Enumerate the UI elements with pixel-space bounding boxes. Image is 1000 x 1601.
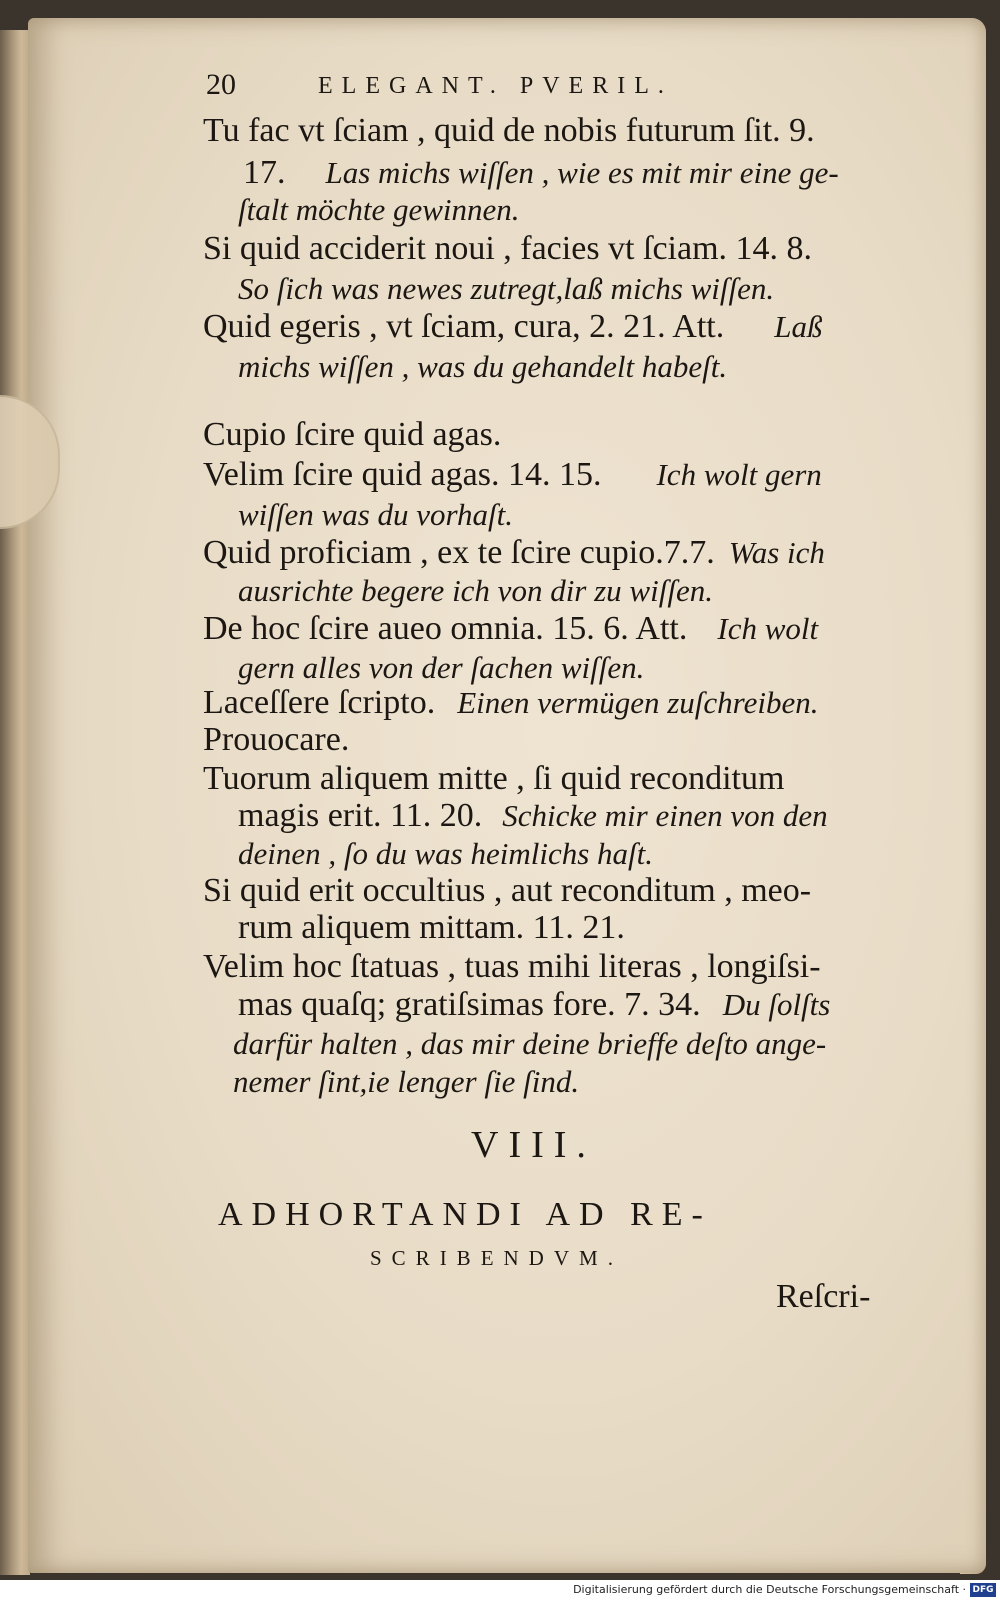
text-line: michs wiſſen , was du gehandelt habeſt. (238, 349, 728, 384)
footer-credit: Digitalisierung gefördert durch die Deutsche Forschungsgemeinschaft · (573, 1583, 966, 1596)
page-number: 20 (206, 68, 236, 101)
text-line: Cupio ſcire quid agas. (203, 416, 502, 453)
running-title: ELEGANT. PVERIL. (318, 73, 673, 99)
text-line: Quid egeris , vt ſciam, cura, 2. 21. Att. Laß (203, 308, 823, 345)
text-line: Laceſſere ſcripto. Einen vermügen zuſchreiben. (203, 684, 819, 721)
text-line: 17. Las michs wiſſen , wie es mit mir eine ge- (243, 154, 839, 191)
text-line: Si quid erit occultius , aut reconditum , meo- (203, 872, 812, 909)
text-line: Velim ſcire quid agas. 14. 15. Ich wolt gern (203, 456, 822, 493)
text-line: ſtalt möchte gewinnen. (238, 192, 520, 227)
text-line: Prouocare. (203, 721, 350, 758)
text-line: gern alles von der ſachen wiſſen. (238, 650, 645, 685)
digitization-footer (0, 1580, 1000, 1601)
section-heading-line2: SCRIBENDVM. (370, 1246, 623, 1270)
text-line: Tuorum aliquem mitte , ſi quid reconditum (203, 760, 785, 797)
text-line: rum aliquem mittam. 11. 21. (238, 909, 625, 946)
text-line: darfür halten , das mir deine brieffe deſto ange- (233, 1026, 827, 1061)
section-numeral: VIII. (471, 1124, 596, 1166)
text-line: Tu fac vt ſciam , quid de nobis futurum ſit. 9. (203, 112, 815, 149)
text-line: ausrichte begere ich von dir zu wiſſen. (238, 573, 713, 608)
text-line: So ſich was newes zutregt,laß michs wiſſen. (238, 271, 775, 306)
book-page (28, 18, 986, 1573)
text-line: Velim hoc ſtatuas , tuas mihi literas , longiſsi- (203, 948, 821, 985)
text-line: nemer ſint,ie lenger ſie ſind. (233, 1064, 580, 1099)
text-line: Si quid acciderit noui , facies vt ſciam. 14. 8. (203, 230, 813, 267)
text-line: magis erit. 11. 20. Schicke mir einen von den (238, 797, 828, 834)
text-line: wiſſen was du vorhaſt. (238, 497, 514, 532)
text-line: Quid proficiam , ex te ſcire cupio.7.7. Was ich (203, 534, 825, 571)
book-spine-edge (0, 30, 30, 1575)
text-line: deinen , ſo du was heimlichs haſt. (238, 836, 654, 871)
catchword: Reſcri- (776, 1278, 871, 1315)
dfg-logo: DFG (970, 1583, 996, 1597)
text-line: De hoc ſcire aueo omnia. 15. 6. Att. Ich wolt (203, 610, 819, 647)
text-line: mas quaſq; gratiſsimas fore. 7. 34. Du ſolſts (238, 986, 831, 1023)
section-heading-line1: ADHORTANDI AD RE- (218, 1196, 712, 1233)
